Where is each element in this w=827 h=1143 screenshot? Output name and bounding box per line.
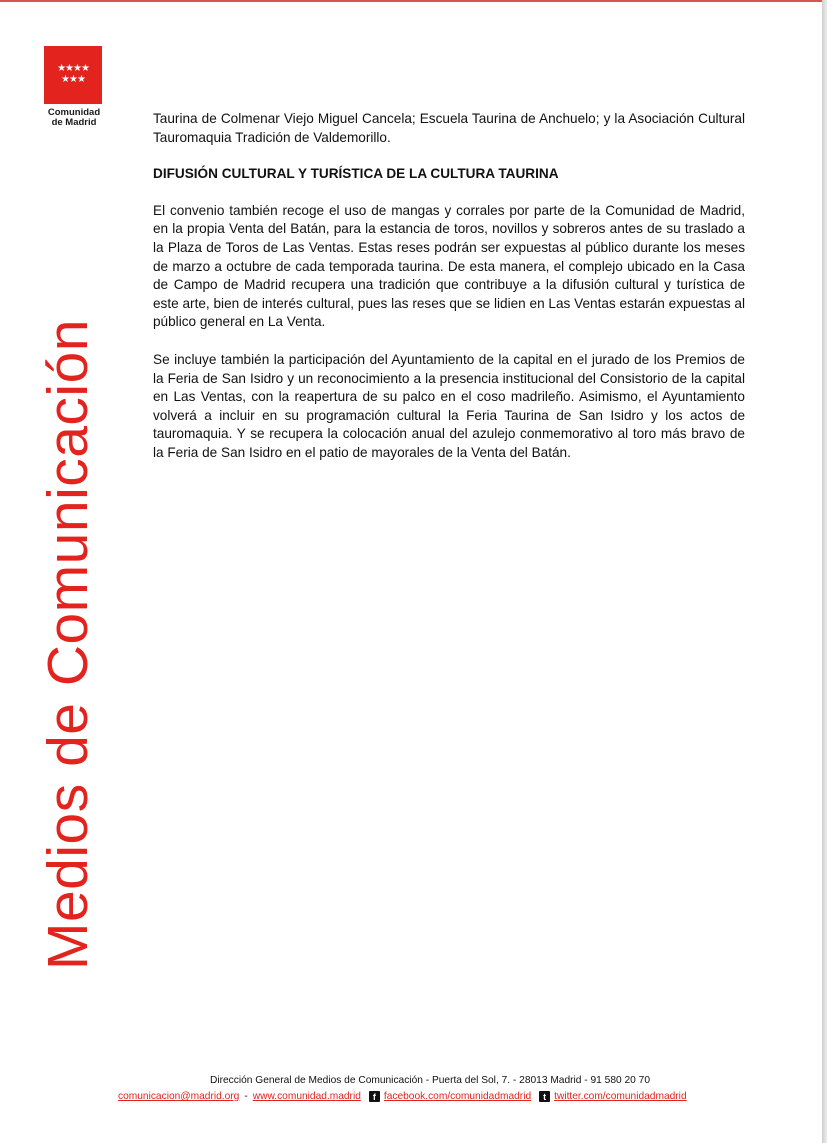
footer-separator: - bbox=[244, 1091, 248, 1102]
body-paragraph-1: El convenio también recoge el uso de mangas y corrales por parte de la Comunidad de Madrid, en la propia Venta del Batán, para la estancia de toros, novillos y sobreros antes de su traslado a la Plaza de Toros de Las Ventas. Estas reses podrán ser expuestas al público durante los meses de marzo a octubre de cada temporada taurina. De esta manera, el complejo ubicado en la Casa de Campo de Madrid recupera una tradición que contribuye a la difusión cultural y turística de este arte, bien de interés cultural, pues las reses que se lidien en Las Ventas estarán expuestas al público general en La Venta. bbox=[153, 202, 745, 330]
footer-links bbox=[118, 1091, 758, 1102]
twitter-link[interactable]: twitter.com/comunidadmadrid bbox=[554, 1091, 687, 1102]
seven-stars-icon bbox=[44, 63, 102, 85]
intro-paragraph: Taurina de Colmenar Viejo Miguel Cancela; Escuela Taurina de Anchuelo; y la Asociación Cultural Tauromaquia Tradición de Valdemorillo. bbox=[153, 111, 745, 145]
logo-caption bbox=[38, 108, 110, 128]
facebook-icon: f bbox=[369, 1091, 380, 1102]
page-edge-shadow bbox=[822, 0, 827, 1143]
logo-caption-line1: Comunidad bbox=[47, 107, 101, 118]
stars-row-top: ★★★★ bbox=[57, 63, 89, 74]
website-link[interactable]: www.comunidad.madrid bbox=[252, 1091, 361, 1102]
facebook-link[interactable]: facebook.com/comunidadmadrid bbox=[383, 1091, 532, 1102]
twitter-icon: t bbox=[539, 1091, 550, 1102]
section-heading: DIFUSIÓN CULTURAL Y TURÍSTICA DE LA CULTURA TAURINA bbox=[153, 166, 559, 182]
stars-row-bottom: ★★★ bbox=[61, 74, 85, 85]
document-body bbox=[153, 110, 745, 463]
email-link[interactable]: comunicacion@madrid.org bbox=[118, 1091, 240, 1102]
logo-caption-line2: de Madrid bbox=[51, 117, 97, 128]
footer-address: Dirección General de Medios de Comunicación - Puerta del Sol, 7. - 28013 Madrid - 91 580 20 70 bbox=[209, 1075, 650, 1086]
body-paragraph-2: Se incluye también la participación del Ayuntamiento de la capital en el jurado de los Premios de la Feria de San Isidro y un reconocimiento a la presencia institucional del Consistorio de la capital en Las Ventas, con la reapertura de su palco en el coso madrileño. Asimismo, el Ayuntamiento volverá a incluir en su programación cultural la Feria Taurina de San Isidro y los actos de tauromaquia. Y se recupera la colocación anual del azulejo conmemorativo al toro más bravo de la Feria de San Isidro en el patio de mayorales de la Venta del Batán. bbox=[153, 351, 745, 460]
comunidad-de-madrid-logo bbox=[44, 46, 102, 104]
side-title: Medios de Comunicación bbox=[36, 319, 100, 970]
